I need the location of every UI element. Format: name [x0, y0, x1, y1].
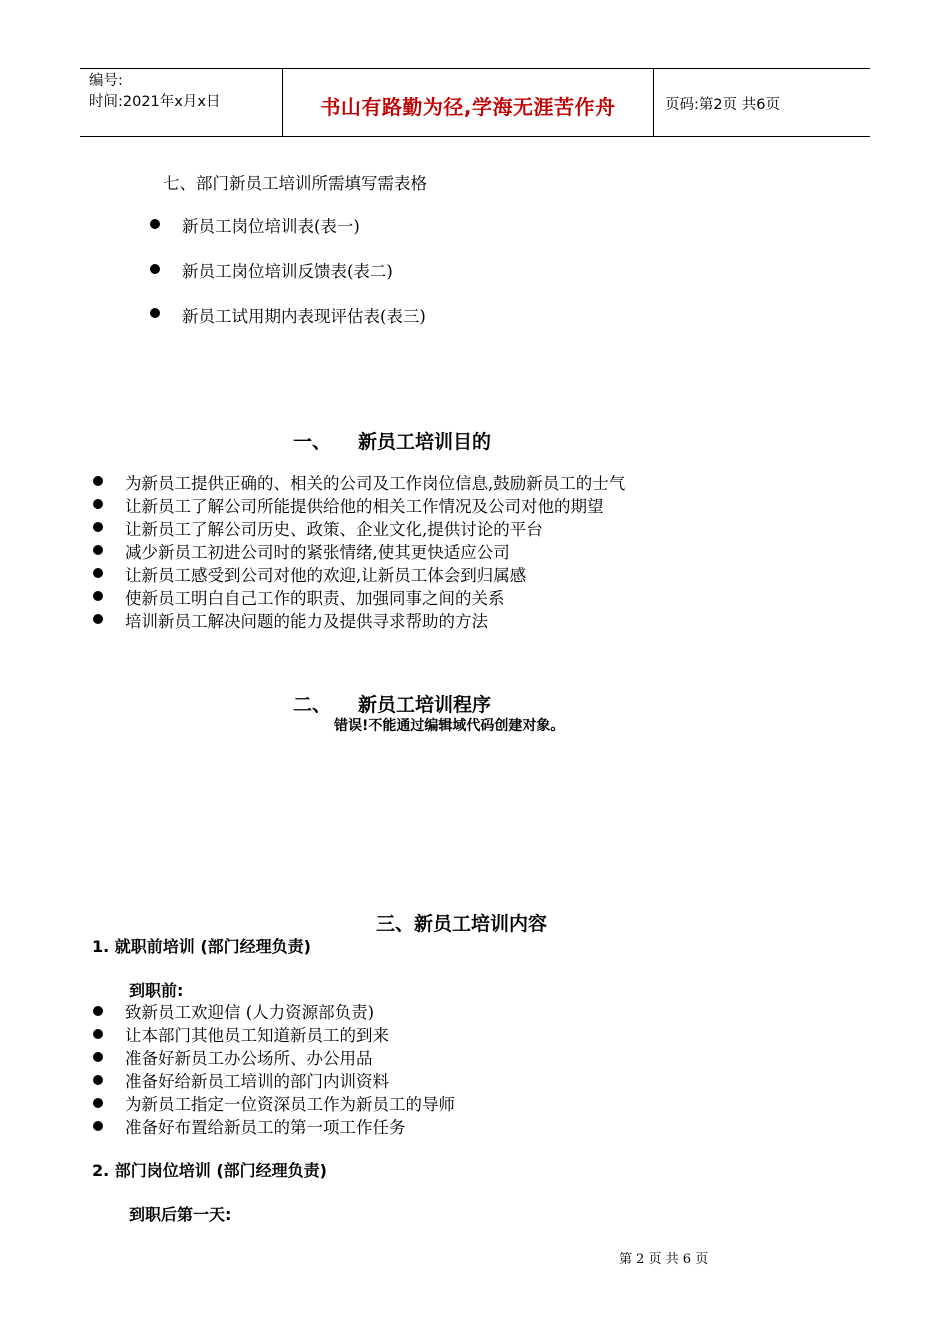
- header-meta-cell: [80, 69, 282, 136]
- header-page-cell: [654, 69, 870, 136]
- bullet-icon: [150, 264, 160, 274]
- section1-item: 让新员工了解公司所能提供给他的相关工作情况及公司对他的期望: [125, 497, 604, 516]
- bullet-icon: [150, 308, 160, 318]
- bullet-icon: [93, 1052, 103, 1062]
- bullet-icon: [93, 1098, 103, 1108]
- bullet-icon: [93, 476, 103, 486]
- section7-item: 新员工岗位培训反馈表(表二): [182, 262, 393, 281]
- section1-item: 培训新员工解决问题的能力及提供寻求帮助的方法: [125, 612, 488, 631]
- bullet-icon: [93, 1029, 103, 1039]
- section1-item: 使新员工明白自己工作的职责、加强同事之间的关系: [125, 589, 505, 608]
- sub1-item: 让本部门其他员工知道新员工的到来: [125, 1026, 389, 1045]
- bullet-icon: [93, 591, 103, 601]
- header-motto-cell: [282, 69, 654, 136]
- bullet-icon: [93, 545, 103, 555]
- section7-item: 新员工岗位培训表(表一): [182, 217, 360, 236]
- bullet-icon: [93, 522, 103, 532]
- sub1-item: 准备好布置给新员工的第一项工作任务: [125, 1118, 406, 1137]
- header-motto: 书山有路勤为径,学海无涯苦作舟: [320, 95, 616, 119]
- section1-item: 为新员工提供正确的、相关的公司及工作岗位信息,鼓励新员工的士气: [125, 474, 626, 493]
- bullet-icon: [93, 1006, 103, 1016]
- section1-title: 新员工培训目的: [358, 431, 492, 453]
- section2-title: 新员工培训程序: [358, 694, 492, 716]
- header-page-label: 页码:第2页 共6页: [665, 97, 780, 113]
- page-header: [80, 68, 870, 137]
- sub2-heading: 2. 部门岗位培训 (部门经理负责): [92, 1161, 327, 1180]
- bullet-icon: [93, 1075, 103, 1085]
- bullet-icon: [150, 219, 160, 229]
- section1-item: 让新员工了解公司历史、政策、企业文化,提供讨论的平台: [125, 520, 543, 539]
- section1-number: 一、: [293, 431, 332, 453]
- section2-number: 二、: [293, 694, 332, 716]
- section7-item: 新员工试用期内表现评估表(表三): [182, 307, 426, 326]
- field-code-error: 错误!不能通过编辑域代码创建对象。: [334, 718, 565, 734]
- bullet-icon: [93, 614, 103, 624]
- bullet-icon: [93, 499, 103, 509]
- section1-item: 减少新员工初进公司时的紧张情绪,使其更快适应公司: [125, 543, 510, 562]
- footer-page-number: 第 2 页 共 6 页: [619, 1252, 709, 1267]
- doc-number-label: 编号:: [89, 73, 123, 89]
- sub1-item: 准备好给新员工培训的部门内训资料: [125, 1072, 389, 1091]
- doc-time-label: 时间:2021年x月x日: [89, 94, 221, 110]
- bullet-icon: [93, 1121, 103, 1131]
- section7-title: 七、部门新员工培训所需填写需表格: [163, 174, 427, 193]
- bullet-icon: [93, 568, 103, 578]
- sub1-label: 到职前:: [129, 981, 184, 1000]
- section3-title: 三、新员工培训内容: [376, 913, 548, 935]
- sub1-item: 致新员工欢迎信 (人力资源部负责): [125, 1003, 375, 1022]
- sub2-label: 到职后第一天:: [129, 1205, 232, 1224]
- sub1-item: 为新员工指定一位资深员工作为新员工的导师: [125, 1095, 455, 1114]
- section1-item: 让新员工感受到公司对他的欢迎,让新员工体会到归属感: [125, 566, 527, 585]
- sub1-item: 准备好新员工办公场所、办公用品: [125, 1049, 373, 1068]
- sub1-heading: 1. 就职前培训 (部门经理负责): [92, 937, 311, 956]
